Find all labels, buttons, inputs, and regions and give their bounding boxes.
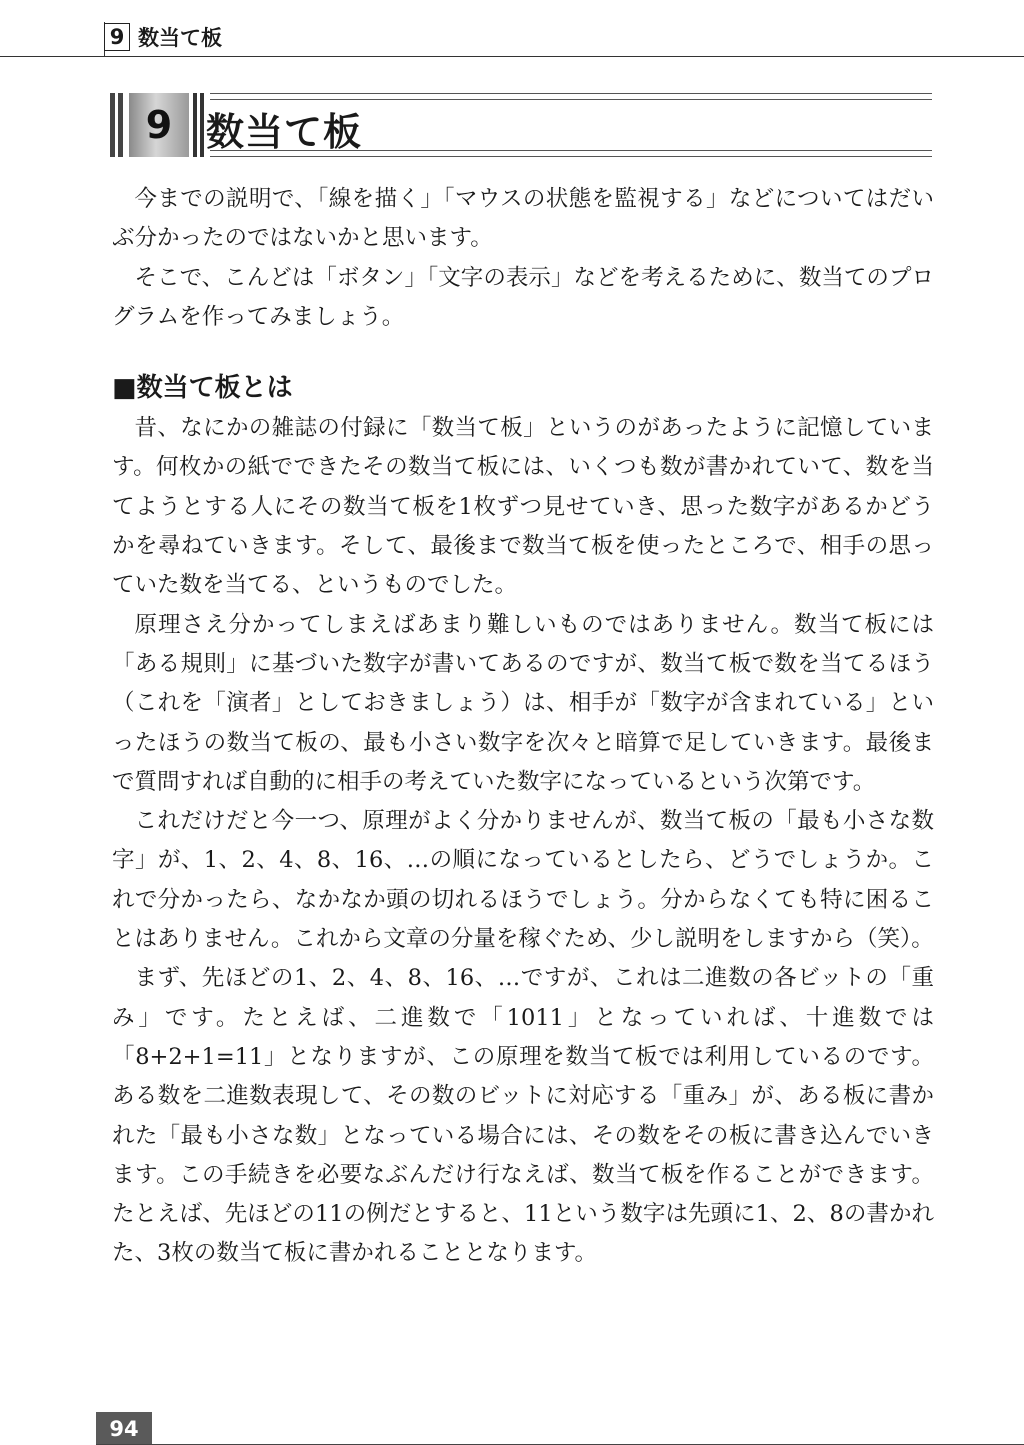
chapter-title: 数当て板 [206, 110, 363, 154]
section-heading: ■数当て板とは [112, 373, 293, 404]
running-header-chapter-title: 数当て板 [138, 26, 222, 50]
chapter-heading-separator [193, 93, 204, 157]
section-paragraph: 原理さえ分かってしまえばあまり難しいものではありません。数当て板には「ある規則」に基づいた数字が書いてあるのですが、数当て板で数を当てるほう（これを「演者」としておきましょう）は、相手が「数字が含まれている」といったほうの数当て板の、最も小さい数字を次々と暗算で足していきます。最後まで質問すれば自動的に相手の考えていた数字になっているという次第です。 [112, 611, 934, 795]
body-text [112, 180, 934, 1274]
chapter-heading-bars [110, 93, 123, 157]
section-paragraph: これだけだと今一つ、原理がよく分かりませんが、数当て板の「最も小さな数字」が、1、2、4、8、16、…の順になっているとしたら、どうでしょうか。これで分かったら、なかなか頭の切れるほうでしょう。分からなくても特に困ることはありません。これから文章の分量を稼ぐため、少し説明をしますから（笑）。 [112, 808, 934, 953]
chapter-number-box: 9 [129, 93, 189, 157]
intro-paragraph: 今までの説明で、「線を描く」「マウスの状態を監視する」などについてはだいぶ分かったのではないかと思います。 [112, 186, 934, 252]
page-number: 94 [96, 1412, 152, 1445]
chapter-heading [110, 93, 932, 157]
intro-paragraph: そこで、こんどは「ボタン」「文字の表示」などを考えるために、数当てのプログラムを作ってみましょう。 [112, 264, 934, 330]
header-rule [0, 56, 1024, 57]
chapter-heading-top-rule [210, 93, 932, 100]
section-paragraph: まず、先ほどの1、2、4、8、16、…ですが、これは二進数の各ビットの「重み」です。たとえば、二進数で「1011」となっていれば、十進数では「8+2+1=11」となりますが、この原理を数当て板では利用しているのです。ある数を二進数表現して、その数のビットに対応する「重み」が、ある板に書かれた「最も小さな数」となっている場合には、その数をその板に書き込んでいきます。この手続きを必要なぶんだけ行なえば、数当て板を作ることができます。たとえば、先ほどの11の例だとすると、11という数字は先頭に1、2、8の書かれた、3枚の数当て板に書かれることとなります。 [112, 965, 934, 1267]
running-header-chapter-number: 9 [104, 23, 130, 51]
running-header [104, 22, 222, 52]
section-paragraph: 昔、なにかの雑誌の付録に「数当て板」というのがあったように記憶しています。何枚かの紙でできたその数当て板には、いくつも数が書かれていて、数を当てようとする人にその数当て板を1枚ずつ見せていき、思った数字があるかどうかを尋ねていきます。そして、最後まで数当て板を使ったところで、相手の思っていた数を当てる、というものでした。 [112, 415, 934, 599]
